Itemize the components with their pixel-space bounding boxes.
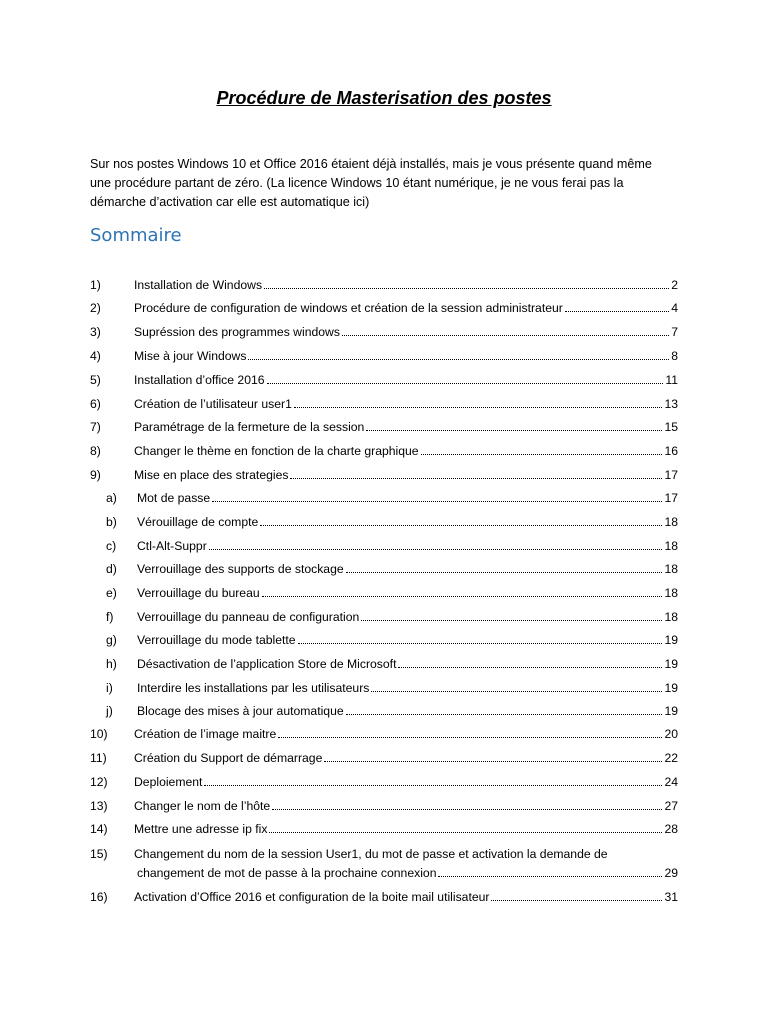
toc-entry-page: 4 <box>671 301 678 315</box>
toc-entry[interactable] <box>0 512 768 532</box>
toc-entry-line <box>134 772 678 792</box>
toc-entry[interactable] <box>0 607 768 627</box>
toc-entry-label: Mettre une adresse ip fix <box>134 822 268 836</box>
toc-entry-label: Création de l’utilisateur user1 <box>134 397 292 411</box>
toc-leader-dots <box>565 298 669 312</box>
toc-entry-label: changement de mot de passe à la prochaine connexion <box>137 866 437 880</box>
toc-leader-dots <box>212 488 662 502</box>
toc-entry-line <box>134 887 678 907</box>
toc-entry-number: 15) <box>90 847 108 861</box>
toc-entry-label: Verrouillage du panneau de configuration <box>137 610 360 624</box>
toc-entry-page: 17 <box>664 468 678 482</box>
toc-entry-page: 18 <box>664 610 678 624</box>
toc-entry-page: 18 <box>664 586 678 600</box>
toc-entry-number: 14) <box>90 822 108 836</box>
toc-entry-label: Paramétrage de la fermeture de la session <box>134 420 365 434</box>
intro-paragraph <box>90 155 690 212</box>
toc-entry[interactable] <box>0 796 768 816</box>
toc-leader-dots <box>248 346 669 360</box>
toc-entry[interactable] <box>0 394 768 414</box>
toc-leader-dots <box>209 536 663 550</box>
toc-entry-page: 27 <box>664 799 678 813</box>
toc-entry-line <box>134 417 678 437</box>
toc-entry-label: Deploiement <box>134 775 203 789</box>
toc-entry-number: 3) <box>90 325 101 339</box>
intro-line: une procédure partant de zéro. (La licence Windows 10 étant numérique, je ne vous ferai pas la <box>90 176 624 190</box>
toc-entry-line <box>137 654 678 674</box>
toc-leader-dots <box>361 607 662 621</box>
toc-entry-page: 16 <box>664 444 678 458</box>
toc-entry-line <box>134 724 678 744</box>
toc-entry-line <box>134 370 678 390</box>
toc-entry[interactable] <box>0 370 768 390</box>
toc-entry-label: Désactivation de l’application Store de Microsoft <box>137 657 397 671</box>
toc-entry-number: i) <box>106 681 113 695</box>
toc-entry[interactable] <box>0 701 768 721</box>
toc-entry-page: 2 <box>671 278 678 292</box>
toc-entry-line <box>134 748 678 768</box>
toc-entry-page: 19 <box>664 633 678 647</box>
toc-entry-number: 16) <box>90 890 108 904</box>
intro-line: démarche d’activation car elle est automatique ici) <box>90 195 370 209</box>
toc-entry[interactable] <box>0 488 768 508</box>
toc-leader-dots <box>269 819 662 833</box>
toc-leader-dots <box>204 772 662 786</box>
toc-entry-line <box>134 796 678 816</box>
toc-entry[interactable] <box>0 559 768 579</box>
toc-entry[interactable] <box>0 819 768 839</box>
toc-leader-dots <box>324 748 662 762</box>
toc-entry-number: f) <box>106 610 114 624</box>
toc-entry-number: a) <box>106 491 117 505</box>
toc-entry-line <box>137 863 678 883</box>
toc-leader-dots <box>371 678 662 692</box>
toc-entry-page: 13 <box>664 397 678 411</box>
toc-entry-line <box>134 394 678 414</box>
toc-entry[interactable] <box>0 346 768 366</box>
toc-entry-line <box>134 275 678 295</box>
toc-leader-dots <box>438 863 662 877</box>
toc-entry[interactable] <box>0 583 768 603</box>
toc-entry-page: 18 <box>664 539 678 553</box>
toc-entry-line <box>137 488 678 508</box>
toc-entry-label: Installation de Windows <box>134 278 263 292</box>
toc-entry-line <box>137 607 678 627</box>
toc-entry-line <box>134 298 678 318</box>
toc-entry-line <box>137 536 678 556</box>
toc-entry-label: Mise en place des strategies <box>134 468 289 482</box>
toc-entry-page: 18 <box>664 515 678 529</box>
toc-entry-line <box>134 441 678 461</box>
document-title: Procédure de Masterisation des postes <box>216 88 552 108</box>
toc-leader-dots <box>264 275 669 289</box>
toc-entry-number: 10) <box>90 727 108 741</box>
toc-entry-label: Blocage des mises à jour automatique <box>137 704 344 718</box>
toc-entry-line <box>137 630 678 650</box>
toc-leader-dots <box>398 654 662 668</box>
toc-entry-number: 2) <box>90 301 101 315</box>
toc-entry[interactable] <box>0 536 768 556</box>
toc-entry-number: e) <box>106 586 117 600</box>
toc-entry-number: 12) <box>90 775 108 789</box>
toc-entry-label: Changer le thème en fonction de la charte graphique <box>134 444 419 458</box>
toc-entry-number: b) <box>106 515 117 529</box>
toc-leader-dots <box>262 583 663 597</box>
toc-entry-number: 7) <box>90 420 101 434</box>
toc-entry[interactable] <box>0 772 768 792</box>
toc-entry[interactable] <box>0 275 768 295</box>
toc-entry-page: 8 <box>671 349 678 363</box>
toc-entry-line <box>137 512 678 532</box>
toc-entry-line <box>137 701 678 721</box>
toc-heading: Sommaire <box>90 225 182 246</box>
toc-leader-dots <box>342 322 669 336</box>
toc-entry[interactable] <box>0 417 768 437</box>
toc-entry-number: 8) <box>90 444 101 458</box>
toc-entry-page: 15 <box>664 420 678 434</box>
toc-entry[interactable] <box>0 724 768 744</box>
toc-entry-label: Changer le nom de l’hôte <box>134 799 271 813</box>
toc-entry-line <box>134 346 678 366</box>
toc-entry-page: 28 <box>664 822 678 836</box>
toc-entry-line <box>134 819 678 839</box>
toc-entry-number: d) <box>106 562 117 576</box>
toc-entry-page: 29 <box>664 866 678 880</box>
toc-entry-number: c) <box>106 539 117 553</box>
toc-entry-label: Vérouillage de compte <box>137 515 259 529</box>
toc-entry-line <box>137 559 678 579</box>
toc-leader-dots <box>491 887 662 901</box>
toc-entry-page: 7 <box>671 325 678 339</box>
toc-entry-number: 9) <box>90 468 101 482</box>
toc-entry-page: 20 <box>664 727 678 741</box>
toc-leader-dots <box>278 724 662 738</box>
toc-entry[interactable] <box>0 465 768 485</box>
toc-entry-number: j) <box>106 704 113 718</box>
toc-entry-line <box>137 583 678 603</box>
toc-leader-dots <box>421 441 663 455</box>
toc-entry[interactable] <box>0 844 768 884</box>
toc-entry-page: 17 <box>664 491 678 505</box>
toc-entry-number: 13) <box>90 799 108 813</box>
toc-entry-label: Verrouillage du bureau <box>137 586 260 600</box>
toc-entry-line <box>137 678 678 698</box>
toc-entry-label: Verrouillage des supports de stockage <box>137 562 344 576</box>
toc-entry[interactable] <box>0 441 768 461</box>
toc-entry[interactable] <box>0 654 768 674</box>
toc-entry-number: h) <box>106 657 117 671</box>
toc-entry[interactable] <box>0 298 768 318</box>
toc-entry-number: 1) <box>90 278 101 292</box>
toc-entry-number: 5) <box>90 373 101 387</box>
toc-entry[interactable] <box>0 887 768 907</box>
toc-entry-number: 6) <box>90 397 101 411</box>
toc-entry-number: 11) <box>90 751 107 765</box>
toc-entry-line <box>134 322 678 342</box>
toc-entry-label: Mise à jour Windows <box>134 349 247 363</box>
toc-entry-page: 22 <box>664 751 678 765</box>
toc-leader-dots <box>346 701 663 715</box>
toc-entry[interactable] <box>0 630 768 650</box>
toc-leader-dots <box>272 796 662 810</box>
intro-line: Sur nos postes Windows 10 et Office 2016 étaient déjà installés, mais je vous présente quand même <box>90 157 652 171</box>
toc-entry-page: 18 <box>664 562 678 576</box>
toc-leader-dots <box>366 417 662 431</box>
toc-entry-page: 19 <box>664 681 678 695</box>
toc-entry-number: g) <box>106 633 117 647</box>
toc-entry-label: Verrouillage du mode tablette <box>137 633 296 647</box>
toc-entry[interactable] <box>0 678 768 698</box>
toc-entry-label: Installation d’office 2016 <box>134 373 265 387</box>
toc-entry-page: 19 <box>664 704 678 718</box>
toc-entry-number: 4) <box>90 349 101 363</box>
toc-leader-dots <box>267 370 664 384</box>
toc-leader-dots <box>298 630 663 644</box>
toc-entry[interactable] <box>0 322 768 342</box>
toc-entry-label: Création du Support de démarrage <box>134 751 323 765</box>
toc-leader-dots <box>346 559 663 573</box>
toc-entry-label: Procédure de configuration de windows et création de la session administrateur <box>134 301 563 315</box>
toc-entry-label: Supréssion des programmes windows <box>134 325 340 339</box>
toc-entry-label: Activation d’Office 2016 et configuration de la boite mail utilisateur <box>134 890 490 904</box>
toc-entry-page: 19 <box>664 657 678 671</box>
toc-entry-page: 31 <box>664 890 678 904</box>
toc-entry-line <box>134 465 678 485</box>
toc-entry-label: Ctl-Alt-Suppr <box>137 539 207 553</box>
toc-leader-dots <box>294 394 663 408</box>
toc-entry-label: Création de l’image maitre <box>134 727 277 741</box>
toc-leader-dots <box>290 465 662 479</box>
toc-entry[interactable] <box>0 748 768 768</box>
toc-entry-label: Interdire les installations par les utilisateurs <box>137 681 370 695</box>
toc-entry-page: 11 <box>665 373 678 387</box>
toc-entry-label: Mot de passe <box>137 491 211 505</box>
toc-entry-page: 24 <box>664 775 678 789</box>
toc-entry-label-line1: Changement du nom de la session User1, du mot de passe et activation la demande de <box>134 847 608 861</box>
toc-leader-dots <box>260 512 662 526</box>
